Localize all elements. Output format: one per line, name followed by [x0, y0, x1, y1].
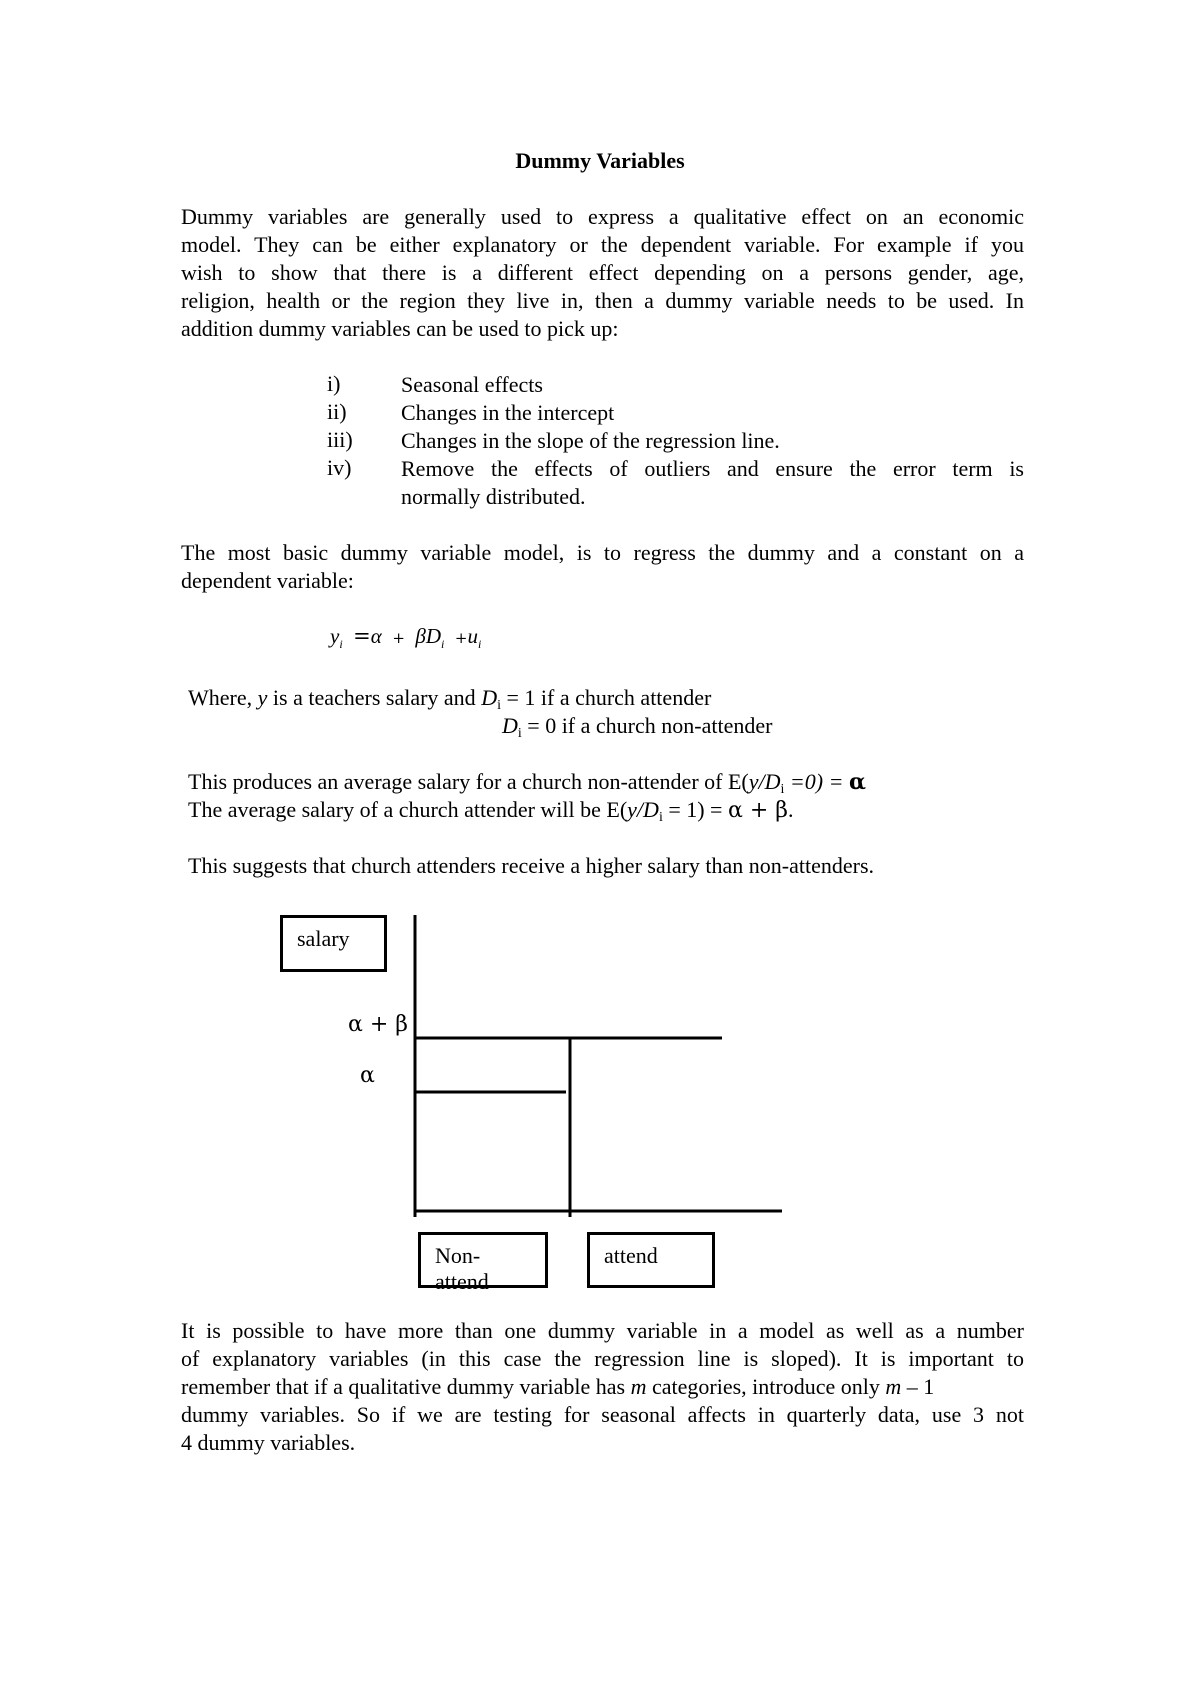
where-non-attender: = 0 if a church non-attender — [521, 713, 773, 738]
closing-line: It is possible to have more than one dummy variable in a model as well as a number — [181, 1318, 1024, 1343]
where-sub: i — [517, 726, 522, 741]
eq-beta: β — [415, 624, 426, 648]
closing-line: of explanatory variables (in this case the regression line is sloped). It is important to — [181, 1346, 1024, 1371]
list-item-number: i) — [327, 371, 341, 396]
closing-line — [181, 1373, 1024, 1401]
basic-line: dependent variable: — [181, 568, 354, 593]
salary-chart — [270, 905, 790, 1295]
produces-alpha-beta: α + β — [727, 798, 788, 823]
page-title: Dummy Variables — [515, 148, 685, 173]
eq-sub: i — [339, 637, 343, 652]
eq-D: D — [425, 624, 442, 648]
eq-plus: + — [454, 629, 468, 647]
intro-line: Dummy variables are generally used to express a qualitative effect on an economic — [181, 204, 1024, 229]
produces-line-2 — [188, 797, 793, 826]
closing-m: m — [885, 1374, 902, 1399]
list-item-text-continued: normally distributed. — [401, 484, 586, 509]
produces-period: . — [787, 797, 794, 822]
basic-model-paragraph — [181, 539, 1024, 595]
closing-text: categories, introduce only — [646, 1374, 886, 1399]
intro-line: wish to show that there is a different effect depending on a persons gender, age, — [181, 260, 1024, 285]
intro-line: religion, health or the region they live in, then a dummy variable needs to be used. In — [181, 288, 1024, 313]
suggests-line: This suggests that church attenders receive a higher salary than non-attenders. — [188, 853, 875, 878]
intro-line: addition dummy variables can be used to pick up: — [181, 316, 619, 341]
closing-paragraph — [181, 1317, 1024, 1457]
produces-yD: y/D — [748, 769, 781, 794]
where-D: D — [481, 685, 498, 710]
produces-prefix: The average salary of a church attender will be E( — [188, 797, 628, 822]
ytick-alpha-beta: α + β — [348, 1012, 408, 1037]
list-item-text: Seasonal effects — [401, 372, 543, 397]
category-attend: attend — [587, 1232, 715, 1288]
eq-y: y — [330, 624, 340, 648]
eq-sub: i — [477, 637, 482, 652]
closing-line: 4 dummy variables. — [181, 1430, 356, 1455]
list-item-number: iii) — [327, 427, 353, 452]
category-nonattend: Non-attend — [418, 1232, 548, 1288]
closing-text: remember that if a qualitative dummy variable has — [181, 1374, 631, 1399]
produces-suffix: = 1) = — [662, 797, 728, 822]
ytick-alpha: α — [360, 1063, 375, 1088]
produces-prefix: This produces an average salary for a church non-attender of E( — [188, 769, 749, 794]
list-item-number: iv) — [327, 455, 352, 480]
where-line-2 — [502, 713, 772, 742]
list-item-text: Changes in the intercept — [401, 400, 615, 425]
produces-alpha: α — [848, 769, 866, 795]
eq-u: u — [467, 624, 478, 648]
produces-suffix: =0) = — [784, 769, 849, 794]
ylabel-box: salary — [280, 915, 387, 972]
list-item-number: ii) — [327, 399, 347, 424]
eq-equals: = — [353, 624, 371, 648]
where-sub: i — [497, 698, 501, 713]
produces-sub: i — [780, 782, 785, 797]
basic-line: The most basic dummy variable model, is to regress the dummy and a constant on a — [181, 540, 1024, 565]
intro-paragraph — [181, 203, 1024, 343]
eq-plus: + — [392, 629, 405, 647]
intro-line: model. They can be either explanatory or the dependent variable. For example if you — [181, 232, 1024, 257]
regression-equation — [330, 624, 481, 652]
produces-sub: i — [658, 810, 663, 825]
closing-text: – 1 — [901, 1374, 935, 1399]
closing-line: dummy variables. So if we are testing for seasonal affects in quarterly data, use 3 not — [181, 1402, 1024, 1427]
closing-m: m — [630, 1374, 647, 1399]
produces-yD: y/D — [627, 797, 659, 822]
where-line-1 — [188, 685, 711, 714]
produces-line-1 — [188, 769, 866, 798]
where-prefix: Where, — [188, 685, 258, 710]
list-item-text: Changes in the slope of the regression line. — [401, 428, 780, 453]
eq-alpha: α — [370, 624, 382, 648]
where-D: D — [502, 713, 518, 738]
where-attender: = 1 if a church attender — [500, 685, 712, 710]
where-middle: is a teachers salary and — [267, 685, 482, 710]
where-y: y — [257, 685, 268, 710]
list-item-text: Remove the effects of outliers and ensure the error term is — [401, 456, 1024, 481]
eq-sub: i — [441, 637, 445, 652]
